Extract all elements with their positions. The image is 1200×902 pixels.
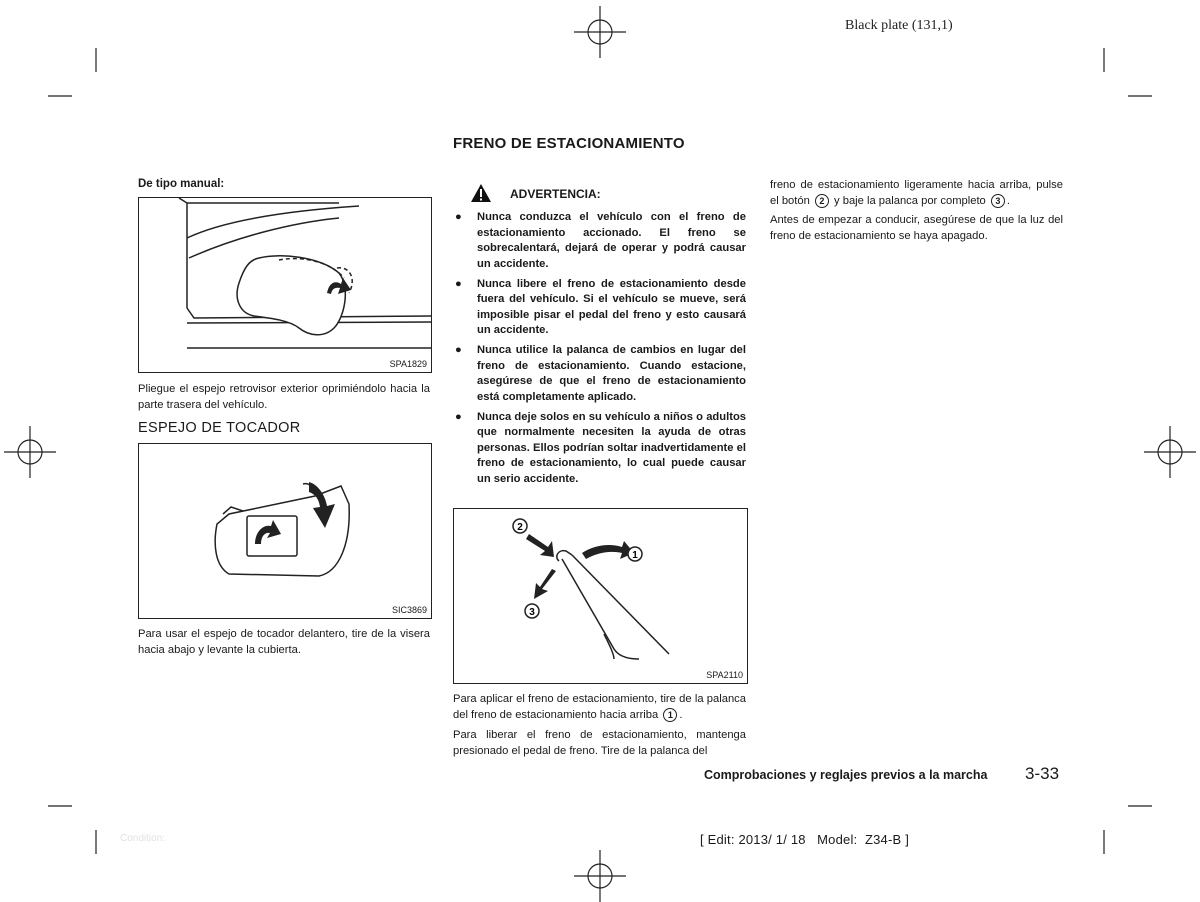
warning-triangle-icon <box>470 183 492 203</box>
edit-info: [ Edit: 2013/ 1/ 18 Model: Z34-B ] <box>700 832 910 847</box>
subheading-manual: De tipo manual: <box>138 178 225 190</box>
figure-vanity <box>138 443 432 619</box>
paragraph-fold-mirror: Pliegue el espejo retrovisor exterior oprimiéndolo hacia la parte trasera del vehículo. <box>138 383 430 411</box>
warning-list <box>453 210 746 492</box>
warning-item: ● Nunca deje solos en su vehículo a niños o adultos que normalmente necesiten la ayuda de otras personas. Ellos podrían soltar inadvertidamente el freno de estacionamiento, lo cual puede causar un serio accidente. <box>455 410 746 485</box>
registration-mark-icon <box>574 850 626 902</box>
callout-ref: 1 <box>663 708 677 722</box>
paragraph-brake-light: Antes de empezar a conducir, asegúrese de que la luz del freno de estacionamiento se haya apagado. <box>770 214 1063 242</box>
bullet: ● <box>455 410 462 423</box>
callout-3 <box>525 604 539 618</box>
footer-section-title: Comprobaciones y reglajes previos a la marcha <box>704 768 988 782</box>
warning-item: ● Nunca conduzca el vehículo con el freno de estacionamiento accionado. El freno se sobrecalentará, dejará de operar y podrá causar un accidente. <box>455 211 746 270</box>
svg-text:3: 3 <box>529 607 535 618</box>
figure-label: SPA2110 <box>706 670 743 680</box>
section-title: FRENO DE ESTACIONAMIENTO <box>453 135 685 152</box>
paragraph-release-brake: Para liberar el freno de estacionamiento, mantenga presionado el pedal de freno. Tire de la palanca del <box>453 729 746 757</box>
plate-label: Black plate (131,1) <box>845 18 953 33</box>
svg-text:1: 1 <box>632 550 638 561</box>
paragraph-vanity-mirror: Para usar el espejo de tocador delantero, tire de la visera hacia abajo y levante la cubierta. <box>138 628 430 656</box>
figure-parking-brake <box>453 508 748 684</box>
warning-item: ● Nunca utilice la palanca de cambios en lugar del freno de estacionamiento. Cuando estacione, asegúrese de que el freno de estacionamiento está completamente aplicado. <box>455 344 746 403</box>
warning-title: ADVERTENCIA: <box>510 187 601 201</box>
callout-2 <box>513 519 527 533</box>
vanity-mirror-illustration <box>139 444 431 618</box>
heading-vanity-mirror: ESPEJO DE TOCADOR <box>138 420 301 436</box>
warning-item: ● Nunca libere el freno de estacionamiento desde fuera del vehículo. Si el vehículo se mueve, será imposible pisar el pedal del freno y esto causará un accidente. <box>455 277 746 336</box>
figure-mirror <box>138 197 432 373</box>
bullet: ● <box>455 344 462 356</box>
bullet: ● <box>455 277 462 290</box>
callout-1 <box>628 547 642 561</box>
figure-label: SIC3869 <box>391 605 427 615</box>
bullet: ● <box>455 211 462 223</box>
callout-ref: 3 <box>991 194 1005 208</box>
figure-label: SPA1829 <box>389 359 427 369</box>
registration-mark-icon <box>4 426 56 478</box>
paragraph-release-continued: freno de estacionamiento ligeramente hacia arriba, pulse el botón 2 y baje la palanca por completo 3 . <box>770 179 1063 207</box>
callout-ref: 2 <box>815 194 829 208</box>
registration-mark-icon <box>1144 426 1196 478</box>
mirror-illustration <box>139 198 431 372</box>
paragraph-apply-brake: Para aplicar el freno de estacionamiento, tire de la palanca del freno de estacionamiento hacia arriba 1 . <box>453 693 746 721</box>
svg-text:2: 2 <box>517 522 523 533</box>
page-number: 3-33 <box>1025 764 1060 783</box>
parking-brake-illustration <box>454 509 747 683</box>
registration-mark-icon <box>574 6 626 58</box>
condition-label: Condition: <box>120 833 166 844</box>
